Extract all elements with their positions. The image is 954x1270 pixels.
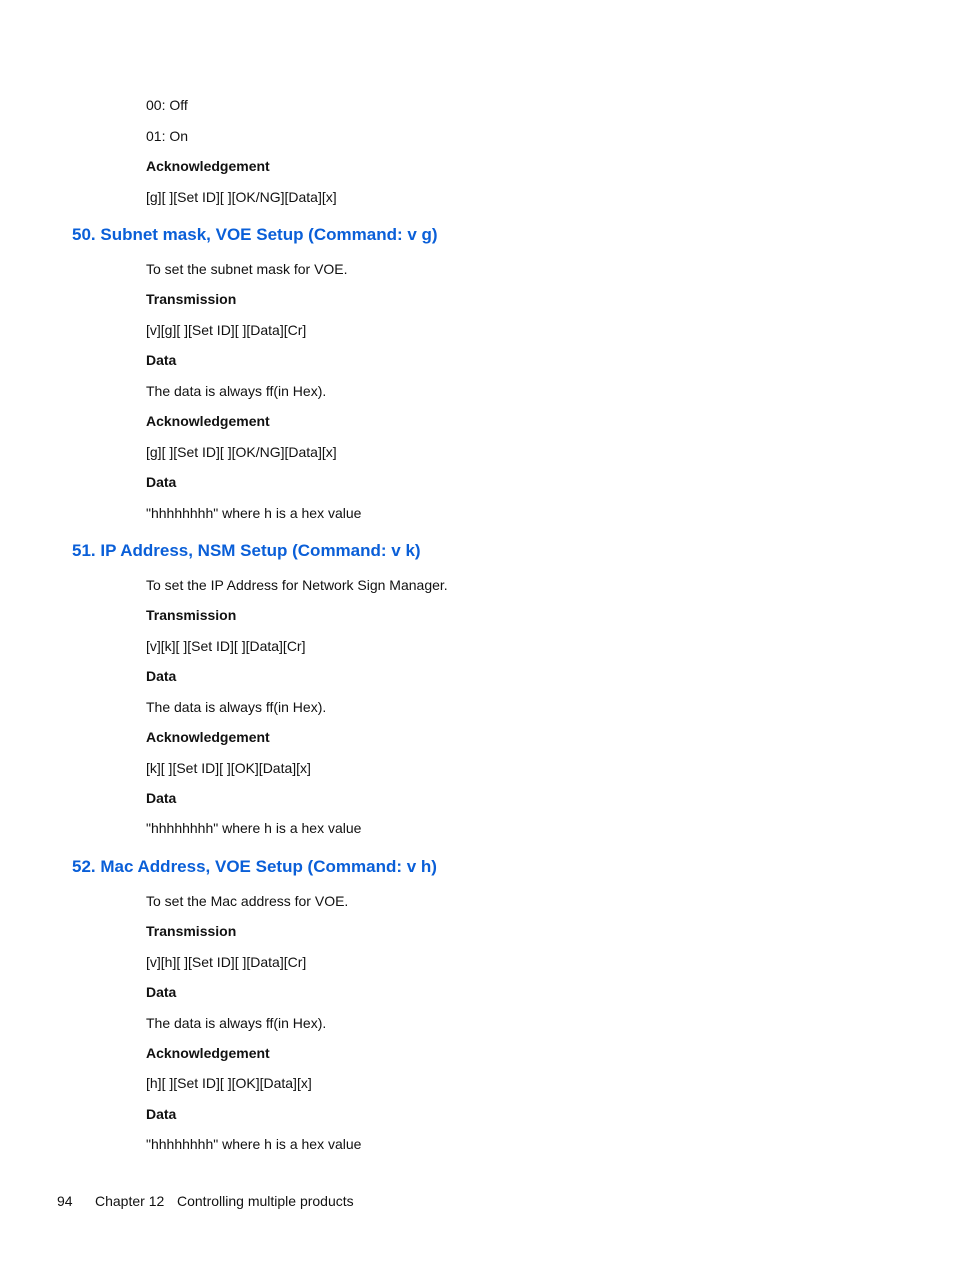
- section-50-ack-label: Acknowledgement: [146, 413, 270, 429]
- section-51-tx-label: Transmission: [146, 607, 237, 623]
- section-52-data-label: Data: [146, 984, 177, 1000]
- section-51-data2-label: Data: [146, 790, 177, 806]
- section-52-tx-label: Transmission: [146, 923, 237, 939]
- chapter-label: Chapter 12: [95, 1193, 165, 1209]
- section-50-data-value: The data is always ff(in Hex).: [146, 383, 327, 399]
- section-51-data-value: The data is always ff(in Hex).: [146, 699, 327, 715]
- section-50-tx-value: [v][g][ ][Set ID][ ][Data][Cr]: [146, 322, 307, 338]
- chapter-title: Controlling multiple products: [177, 1193, 354, 1209]
- section-50-data2-value: "hhhhhhhh" where h is a hex value: [146, 505, 362, 521]
- section-52-ack-label: Acknowledgement: [146, 1045, 270, 1061]
- section-52-heading: 52. Mac Address, VOE Setup (Command: v h): [72, 857, 437, 876]
- section-51-data-label: Data: [146, 668, 177, 684]
- section-51-ack-label: Acknowledgement: [146, 729, 270, 745]
- option-on: 01: On: [146, 128, 189, 144]
- section-52-ack-value: [h][ ][Set ID][ ][OK][Data][x]: [146, 1075, 312, 1091]
- section-52-data2-label: Data: [146, 1106, 177, 1122]
- section-52-data2-value: "hhhhhhhh" where h is a hex value: [146, 1136, 362, 1152]
- section-50-data-label: Data: [146, 352, 177, 368]
- section-50-tx-label: Transmission: [146, 291, 237, 307]
- section-50-heading: 50. Subnet mask, VOE Setup (Command: v g): [72, 225, 438, 244]
- section-51-tx-value: [v][k][ ][Set ID][ ][Data][Cr]: [146, 638, 306, 654]
- section-52-desc: To set the Mac address for VOE.: [146, 893, 349, 909]
- section-50-data2-label: Data: [146, 474, 177, 490]
- section-50-desc: To set the subnet mask for VOE.: [146, 261, 348, 277]
- section-50-ack-value: [g][ ][Set ID][ ][OK/NG][Data][x]: [146, 444, 337, 460]
- section-51-ack-value: [k][ ][Set ID][ ][OK][Data][x]: [146, 760, 311, 776]
- section-51-data2-value: "hhhhhhhh" where h is a hex value: [146, 820, 362, 836]
- section-52-data-value: The data is always ff(in Hex).: [146, 1015, 327, 1031]
- section-51-desc: To set the IP Address for Network Sign Manager.: [146, 577, 448, 593]
- ack-label: Acknowledgement: [146, 158, 270, 174]
- ack-value: [g][ ][Set ID][ ][OK/NG][Data][x]: [146, 189, 337, 205]
- option-off: 00: Off: [146, 97, 188, 113]
- section-52-tx-value: [v][h][ ][Set ID][ ][Data][Cr]: [146, 954, 307, 970]
- section-51-heading: 51. IP Address, NSM Setup (Command: v k): [72, 541, 421, 560]
- page-number: 94: [57, 1193, 73, 1209]
